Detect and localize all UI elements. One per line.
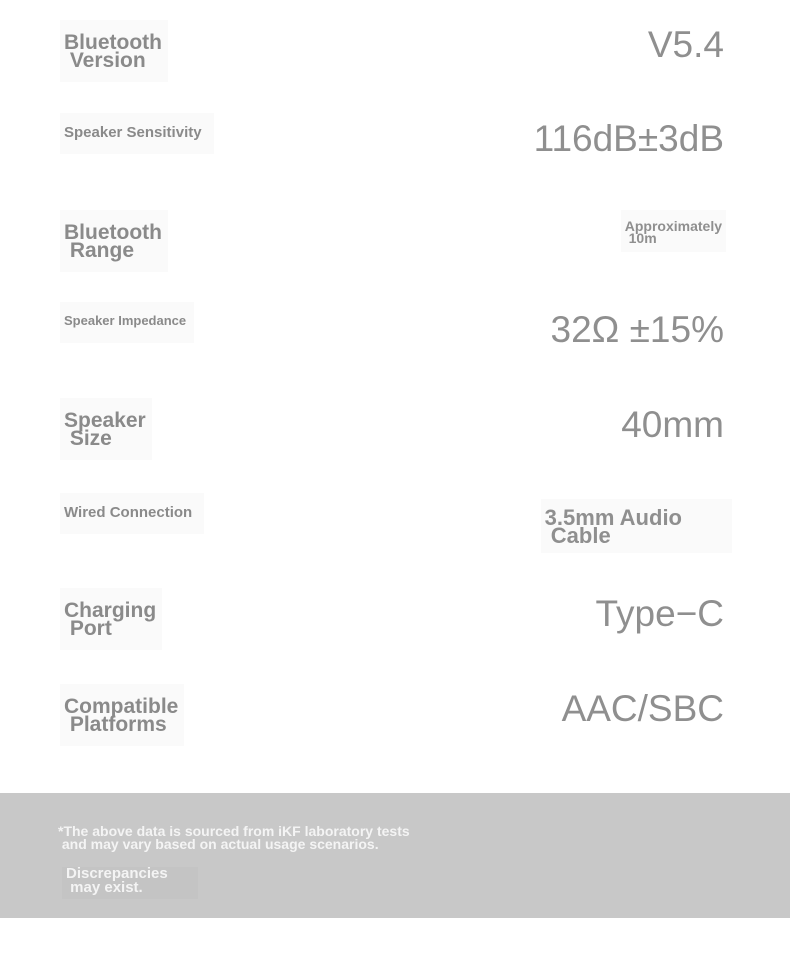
spec-value: AAC/SBC [561,688,724,729]
spec-row-speaker-sensitivity [0,113,790,173]
disclaimer-note: *The above data is sourced from iKF laboratory tests and may vary based on actual usage scenarios. [58,823,410,852]
spec-row-bluetooth-range [0,210,790,270]
spec-label: Bluetooth Range [60,210,168,272]
spec-value: 3.5mm Audio Cable [541,499,732,553]
spec-row-wired-connection [0,493,790,553]
spec-row-compatible-platforms [0,684,790,744]
spec-value: Approximately 10m [621,210,726,252]
spec-row-speaker-impedance [0,302,790,362]
spec-value: 40mm [621,404,724,445]
spec-value: 32Ω ±15% [550,309,724,350]
spec-row-charging-port [0,588,790,648]
spec-label: Charging Port [60,588,162,650]
spec-label: Speaker Impedance [60,302,194,343]
spec-label: Wired Connection [60,493,204,534]
spec-label: Speaker Sensitivity [60,113,214,154]
disclaimer-discrepancy-note: Discrepancies may exist. [62,867,198,899]
spec-row-speaker-size [0,398,790,458]
disclaimer-banner [0,793,790,918]
spec-value: 116dB±3dB [533,118,724,159]
spec-value: Type−C [595,593,724,634]
spec-value: V5.4 [647,24,724,65]
spec-row-bluetooth-version [0,20,790,80]
spec-label: Bluetooth Version [60,20,168,82]
spec-label: Speaker Size [60,398,152,460]
spec-label: Compatible Platforms [60,684,184,746]
